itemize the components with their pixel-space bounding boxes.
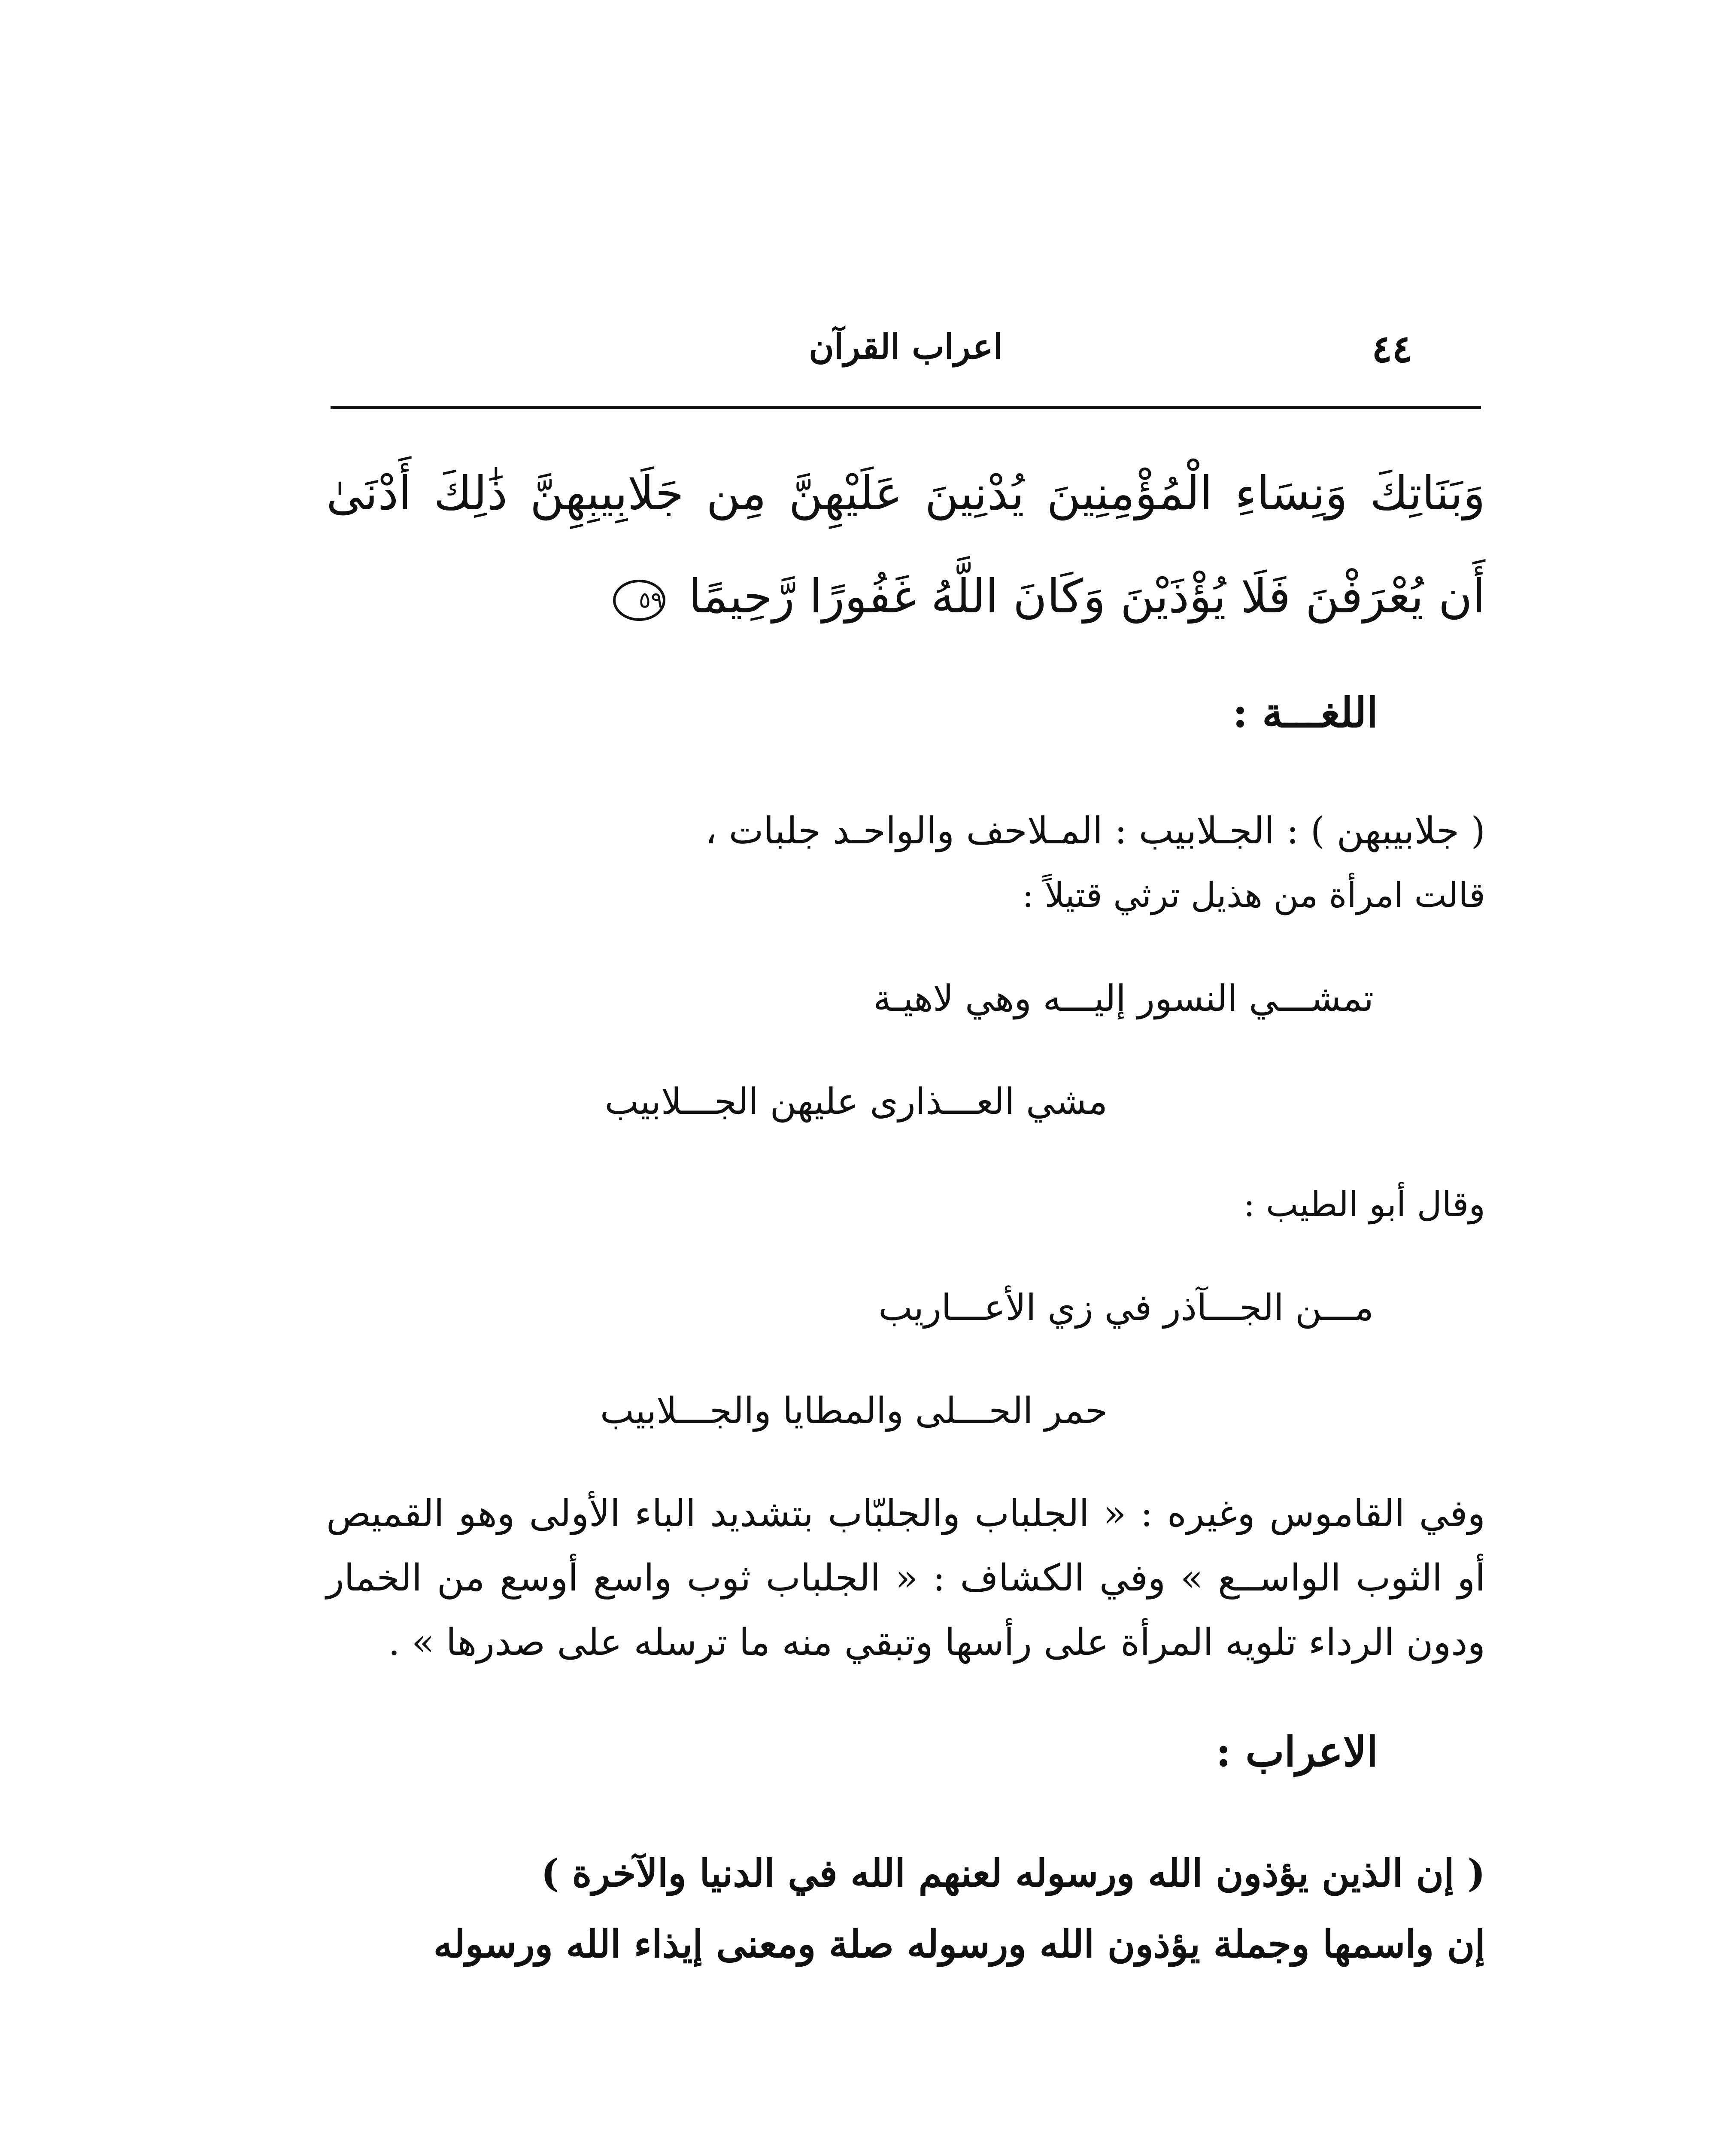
section-title-lugha: اللغـــة :: [1232, 688, 1378, 737]
page-number: ٤٤: [1372, 326, 1412, 371]
section-title-irab: الاعراب :: [1216, 1727, 1378, 1776]
poem2-intro: وقال أبو الطيب :: [1243, 1184, 1485, 1224]
irab-line1: ( إن الذين يؤذون الله ورسوله لعنهم الله في الدنيا والآخرة ): [541, 1851, 1485, 1895]
poem1-intro: قالت امرأة من هذيل ترثي قتيلاً :: [1022, 875, 1485, 915]
page-header: [326, 326, 1485, 386]
header-rule: [331, 406, 1481, 409]
poem1-line2: مشي العـــذارى عليهن الجـــلابيب: [604, 1080, 1108, 1122]
definition-paragraph: ( جلابيبهن ) : الجـلابيب : المـلاحف والواحـد جلبات ،: [705, 809, 1485, 852]
ayah-number-marker: ٥٩: [613, 580, 665, 621]
page-body: [326, 442, 1485, 1980]
qamus-paragraph: وفي القاموس وغيره : « الجلباب والجلبّاب بتشديد الباء الأولى وهو القميص أو الثوب الواســع » وفي الكشاف : « الجلباب ثوب واسع أوسع من الخمار ودون الرداء تلويه المرأة على رأسها وتبقي منه ما ترسله على صدرها » .: [326, 1492, 1485, 1664]
poem2-line1: مـــن الجـــآذر في زي الأعـــاريب: [878, 1286, 1374, 1329]
running-title: اعراب القرآن: [809, 326, 1003, 367]
book-page: [326, 301, 1485, 2147]
verse-text: وَبَنَاتِكَ وَنِسَاءِ الْمُؤْمِنِينَ يُدْنِينَ عَلَيْهِنَّ مِن جَلَابِيبِهِنَّ ذَٰلِكَ أَدْنَىٰ أَن يُعْرَفْنَ فَلَا يُؤْذَيْنَ وَكَانَ اللَّهُ غَفُورًا رَّحِيمًا: [326, 467, 1485, 623]
quran-verse: [326, 442, 1485, 648]
irab-line2: إن واسمها وجملة يؤذون الله ورسوله صلة ومعنى إيذاء الله ورسوله: [433, 1922, 1485, 1966]
poem2-line2: حمر الحـــلى والمطايا والجـــلابيب: [600, 1390, 1108, 1432]
poem1-line1: تمشـــي النسور إليـــه وهي لاهيـة: [873, 977, 1374, 1019]
